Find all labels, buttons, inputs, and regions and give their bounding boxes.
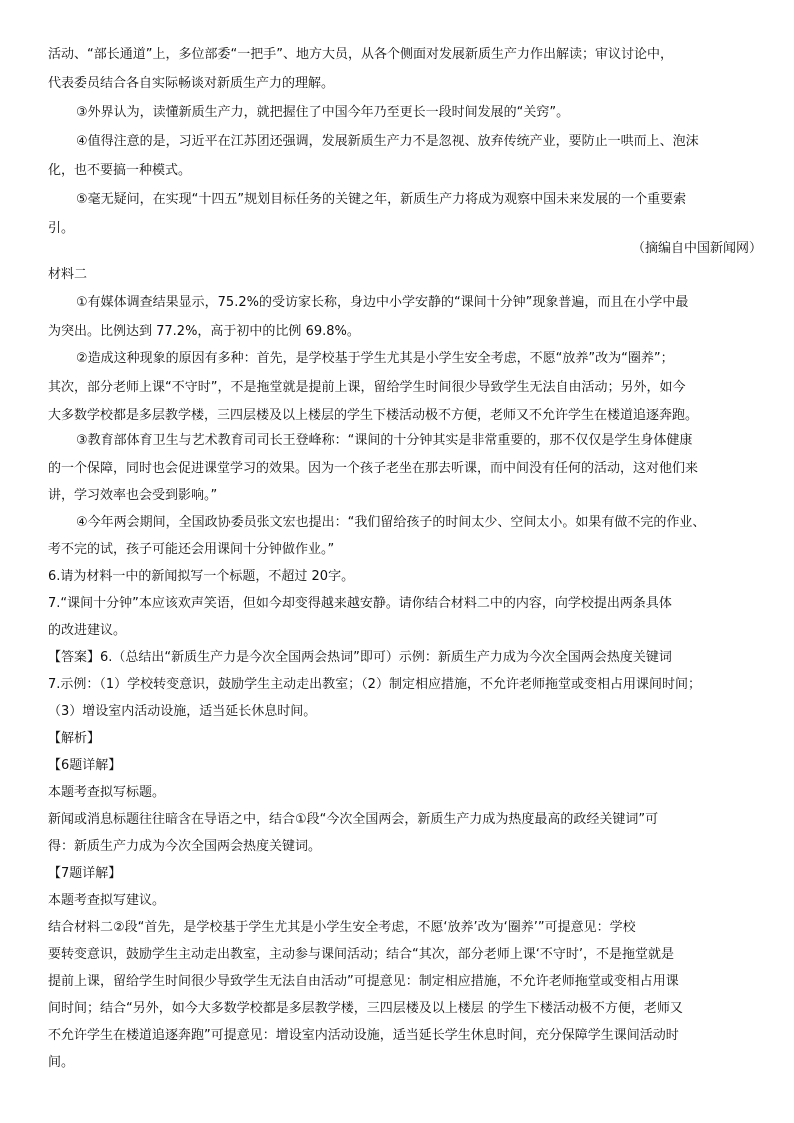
paragraph-line: 得：新质生产力成为今次全国两会热度关键词。 [48,839,322,854]
paragraph-line: 间时间；结合“另外，如今大多数学校都是多层教学楼，三四层楼及以上楼层 的学生下楼活动极不方便，老师又 [48,1001,683,1016]
paragraph-line: 提前上课，留给学生时间很少导致学生无法自由活动”可提意见：制定相应措施，不允许老师拖堂或变相占用课 [48,974,679,989]
sub-heading-6: 【6题详解】 [48,758,122,773]
answer-line: 【答案】6.（总结出“新质生产力是今次全国两会热词”即可）示例：新质生产力成为今次全国两会热度关键词 [48,650,672,665]
paragraph-line: ②造成这种现象的原因有多种：首先，是学校基于学生尤其是小学生安全考虑，不愿“放养”改为“圈养”； [76,351,674,366]
paragraph-line: ⑤毫无疑问，在实现“十四五”规划目标任务的关键之年，新质生产力将成为观察中国未来发展的一个重要索 [76,192,687,207]
answer-line: 7.示例：（1）学校转变意识，鼓励学生主动走出教室；（2）制定相应措施，不允许老师拖堂或变相占用课间时间； [48,677,701,692]
analysis-heading: 【解析】 [48,731,101,746]
paragraph-line: 考不完的试，孩子可能还会用课间十分钟做作业。” [48,542,335,557]
paragraph-line: 代表委员结合各自实际畅谈对新质生产力的理解。 [48,76,335,91]
answer-line: （3）增设室内活动设施，适当延长休息时间。 [48,704,317,719]
section-heading: 材料二 [48,267,88,282]
paragraph-line: ③教育部体育卫生与艺术教育司司长王登峰称：“课间的十分钟其实是非常重要的，那不仅仅是学生身体健康 [76,433,693,448]
paragraph-line: 的改进建议。 [48,623,127,638]
source-attribution: （摘编自中国新闻网） [631,241,762,256]
sub-heading-7: 【7题详解】 [48,866,122,881]
paragraph-line: ④值得注意的是，习近平在江苏团还强调，发展新质生产力不是忽视、放弃传统产业，要防止一哄而上、泡沫 [76,134,699,149]
paragraph-line: 讲，学习效率也会受到影响。” [48,488,218,503]
paragraph-line: 本题考查拟写标题。 [48,785,166,800]
paragraph-line: 的一个保障，同时也会促进课堂学习的效果。因为一个孩子老坐在那去听课，而中间没有任何的活动，这对他们来 [48,461,699,476]
paragraph-line: 大多数学校都是多层教学楼，三四层楼及以上楼层的学生下楼活动极不方便，老师又不允许学生在楼道追逐奔跑。 [48,408,699,423]
question-6: 6.请为材料一中的新闻拟写一个标题，不超过 20字。 [48,569,355,584]
paragraph-line: 活动、“部长通道”上，多位部委“一把手”、地方大员，从各个侧面对发展新质生产力作出解读；审议讨论中， [48,47,673,62]
question-7: 7.“课间十分钟”本应该欢声笑语，但如今却变得越来越安静。请你结合材料二中的内容，向学校提出两条具体 [48,596,672,611]
paragraph-line: 本题考查拟写建议。 [48,893,166,908]
paragraph-line: 结合材料二②段“首先，是学校基于学生尤其是小学生安全考虑，不愿‘放养’改为‘圈养’”可提意见：学校 [48,920,636,935]
paragraph-line: 引。 [48,221,75,236]
paragraph-line: 其次，部分老师上课“不守时”，不是拖堂就是提前上课，留给学生时间很少导致学生无法自由活动；另外，如今 [48,380,686,395]
paragraph-line: 不允许学生在楼道追逐奔跑”可提意见：增设室内活动设施，适当延长学生休息时间，充分保障学生课间活动时 [48,1028,679,1043]
paragraph-line: ①有媒体调查结果显示，75.2%的受访家长称，身边中小学安静的“课间十分钟”现象普遍，而且在小学中最 [76,295,689,310]
paragraph-line: ③外界认为，读懂新质生产力，就把握住了中国今年乃至更长一段时间发展的“关窍”。 [76,105,570,120]
paragraph-line: 新闻或消息标题往往暗含在导语之中，结合①段“今次全国两会，新质生产力成为热度最高的政经关键词”可 [48,812,659,827]
paragraph-line: 间。 [48,1055,75,1070]
paragraph-line: 要转变意识，鼓励学生主动走出教室，主动参与课间活动；结合“其次，部分老师上课‘不守时’，不是拖堂就是 [48,947,675,962]
paragraph-line: 化，也不要搞一种模式。 [48,163,192,178]
paragraph-line: ④今年两会期间，全国政协委员张文宏也提出：“我们留给孩子的时间太少、空间太小。如果有做不完的作业、 [76,515,706,530]
paragraph-line: 为突出。比例达到 77.2%，高于初中的比例 69.8%。 [48,324,360,339]
